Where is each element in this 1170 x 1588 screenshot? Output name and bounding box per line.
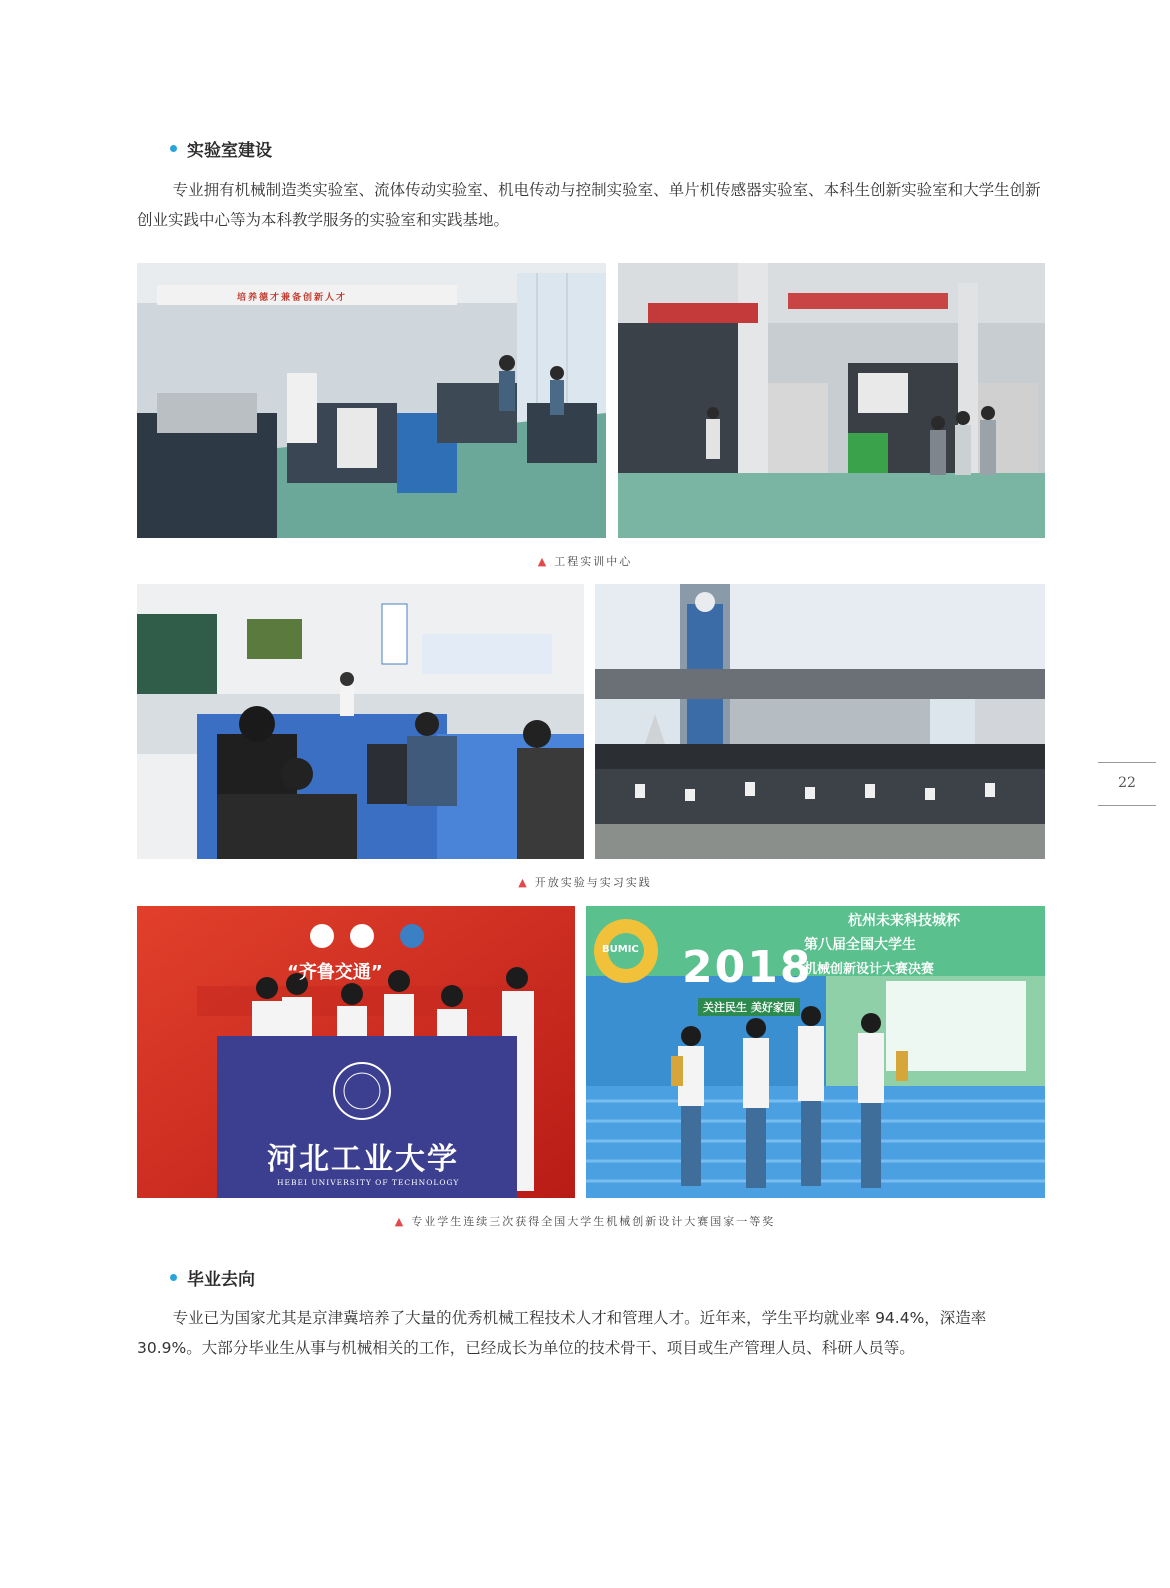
page-number-top-rule [1098, 762, 1156, 763]
contest-right-title: 杭州未来科技城杯 [848, 913, 960, 929]
triangle-icon: ▲ [394, 1215, 406, 1228]
caption-engineering-center: ▲ 工程实训中心 [537, 555, 633, 568]
flag-english-name: HEBEI UNIVERSITY OF TECHNOLOGY [277, 1178, 460, 1187]
photo-group-gate [595, 584, 1045, 859]
contest-right-year: 2018 [682, 942, 813, 993]
page-number-block [1098, 762, 1156, 806]
contest-right-logo: BUMIC [602, 944, 639, 955]
contest-right-subtitle-1: 第八届全国大学生 [804, 937, 916, 953]
photo-workshop-lathes [137, 263, 606, 538]
section-heading-graduate-destination [170, 1265, 255, 1290]
triangle-icon: ▲ [518, 876, 529, 889]
section-title: 实验室建设 [187, 141, 272, 161]
photo-cnc-workshop [618, 263, 1045, 538]
section-title: 毕业去向 [187, 1270, 255, 1290]
page-number-bottom-rule [1098, 805, 1156, 806]
bullet-icon [170, 1274, 177, 1281]
triangle-icon: ▲ [537, 555, 549, 568]
photo-award-flag [137, 906, 575, 1198]
lab-paragraph: 专业拥有机械制造类实验室、流体传动实验室、机电传动与控制实验室、单片机传感器实验室、本科生创新实验室和大学生创新创业实践中心等为本科教学服务的实验室和实践基地。 [137, 181, 1041, 229]
caption-awards: ▲ 专业学生连续三次获得全国大学生机械创新设计大赛国家一等奖 [394, 1215, 776, 1228]
banner-text: 培养德才兼备创新人才 [237, 293, 348, 303]
section-heading-lab-construction [170, 136, 272, 161]
photo-open-lab [137, 584, 584, 859]
contest-left-title: “齐鲁交通” [287, 962, 383, 983]
page-number: 22 [1118, 775, 1136, 791]
bullet-icon [170, 145, 177, 152]
photo-award-stage [586, 906, 1045, 1198]
graduate-paragraph: 专业已为国家尤其是京津冀培养了大量的优秀机械工程技术人才和管理人才。近年来，学生平均就业率 94.4%，深造率 30.9%。大部分毕业生从事与机械相关的工作，已经成长为单位的技术骨干、项目或生产管理人员、科研人员等。 [137, 1309, 987, 1357]
contest-right-slogan: 关注民生 美好家园 [698, 998, 800, 1016]
caption-open-lab: ▲ 开放实验与实习实践 [518, 876, 652, 889]
flag-chinese-name: 河北工业大学 [267, 1142, 459, 1177]
contest-right-subtitle-2: 机械创新设计大赛决赛 [804, 962, 935, 977]
